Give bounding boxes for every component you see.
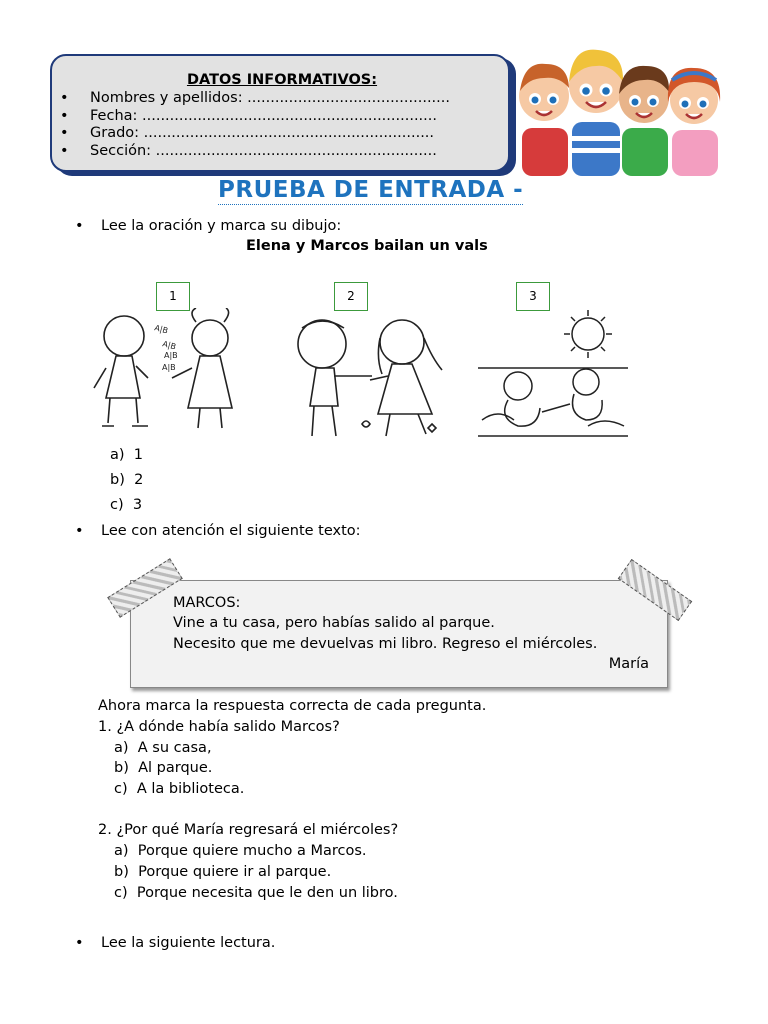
bullet: • — [60, 90, 69, 106]
q1-option-b[interactable] — [114, 760, 212, 776]
option-letter: c) — [110, 497, 124, 513]
option-letter: b) — [114, 864, 129, 880]
option-letter: b) — [110, 472, 125, 488]
children-illustration — [514, 36, 736, 178]
instruction-1: Lee la oración y marca su dibujo: — [101, 218, 342, 234]
option-letter: a) — [110, 447, 125, 463]
drawing-dancing-couple — [292, 314, 452, 442]
bullet: • — [75, 218, 84, 234]
bullet: • — [60, 142, 69, 159]
question-2: 2. ¿Por qué María regresará el miércoles? — [98, 822, 399, 838]
drawing-beach-children — [478, 308, 628, 440]
option-text: Porque quiere mucho a Marcos. — [137, 843, 367, 859]
option-letter: a) — [114, 740, 129, 756]
question-1: 1. ¿A dónde había salido Marcos? — [98, 719, 340, 735]
bullet: • — [60, 107, 69, 124]
bullet: • — [75, 935, 84, 951]
q1-option-a[interactable] — [114, 740, 212, 756]
option-text: A su casa, — [137, 740, 212, 756]
instruction-3: Lee la siguiente lectura. — [101, 935, 276, 951]
svg-text:A|B: A|B — [162, 363, 176, 372]
note-card — [130, 580, 668, 688]
child-figure — [619, 66, 669, 176]
drawing-talking-children — [92, 308, 242, 438]
info-field-text: Nombres y apellidos: ............................................ — [90, 90, 450, 106]
child-figure — [668, 68, 720, 176]
option-text: 2 — [134, 472, 144, 488]
instruction-2: Lee con atención el siguiente texto: — [101, 523, 361, 539]
option-a[interactable] — [110, 447, 143, 463]
svg-text:A|B: A|B — [153, 323, 170, 336]
option-text: Porque necesita que le den un libro. — [136, 885, 398, 901]
page-title: PRUEBA DE ENTRADA - — [218, 177, 524, 203]
q2-option-b[interactable] — [114, 864, 331, 880]
questions-prompt: Ahora marca la respuesta correcta de cada pregunta. — [98, 698, 487, 714]
answer-box-3[interactable]: 3 — [516, 282, 550, 311]
q2-option-a[interactable] — [114, 843, 367, 859]
option-text: 1 — [133, 447, 143, 463]
option-text: Porque quiere ir al parque. — [138, 864, 332, 880]
option-letter: b) — [114, 760, 129, 776]
option-letter: a) — [114, 843, 129, 859]
option-letter: c) — [114, 885, 128, 901]
bullet: • — [60, 125, 69, 141]
child-figure — [519, 64, 569, 176]
info-field-text: Grado: ............................................................... — [90, 125, 435, 141]
info-title: DATOS INFORMATIVOS: — [186, 72, 378, 88]
q2-option-c[interactable] — [114, 885, 398, 901]
svg-text:A|B: A|B — [161, 339, 178, 352]
bullet: • — [75, 523, 84, 539]
info-field-nombres — [60, 90, 450, 108]
option-text: A la biblioteca. — [136, 781, 245, 797]
q1-option-c[interactable] — [114, 781, 244, 797]
option-c[interactable] — [110, 497, 142, 513]
info-field-grado — [60, 125, 450, 143]
option-text: Al parque. — [138, 760, 213, 776]
info-field-text: Sección: ............................................................. — [90, 142, 437, 159]
info-box — [50, 54, 510, 172]
answer-box-2[interactable]: 2 — [334, 282, 368, 311]
note-line-1: Vine a tu casa, pero habías salido al parque. — [173, 615, 495, 631]
option-letter: c) — [114, 781, 128, 797]
note-signature: María — [608, 656, 649, 672]
svg-text:A|B: A|B — [164, 351, 178, 360]
info-field-fecha — [60, 108, 450, 126]
sentence: Elena y Marcos bailan un vals — [246, 238, 488, 254]
option-b[interactable] — [110, 472, 143, 488]
info-fields — [60, 90, 450, 160]
info-field-seccion — [60, 143, 450, 161]
info-field-text: Fecha: ................................................................ — [90, 107, 437, 124]
child-figure — [569, 50, 623, 176]
note-recipient: MARCOS: — [173, 595, 241, 611]
note-line-2: Necesito que me devuelvas mi libro. Regreso el miércoles. — [173, 636, 598, 652]
option-text: 3 — [132, 497, 143, 513]
answer-box-1[interactable]: 1 — [156, 282, 190, 311]
